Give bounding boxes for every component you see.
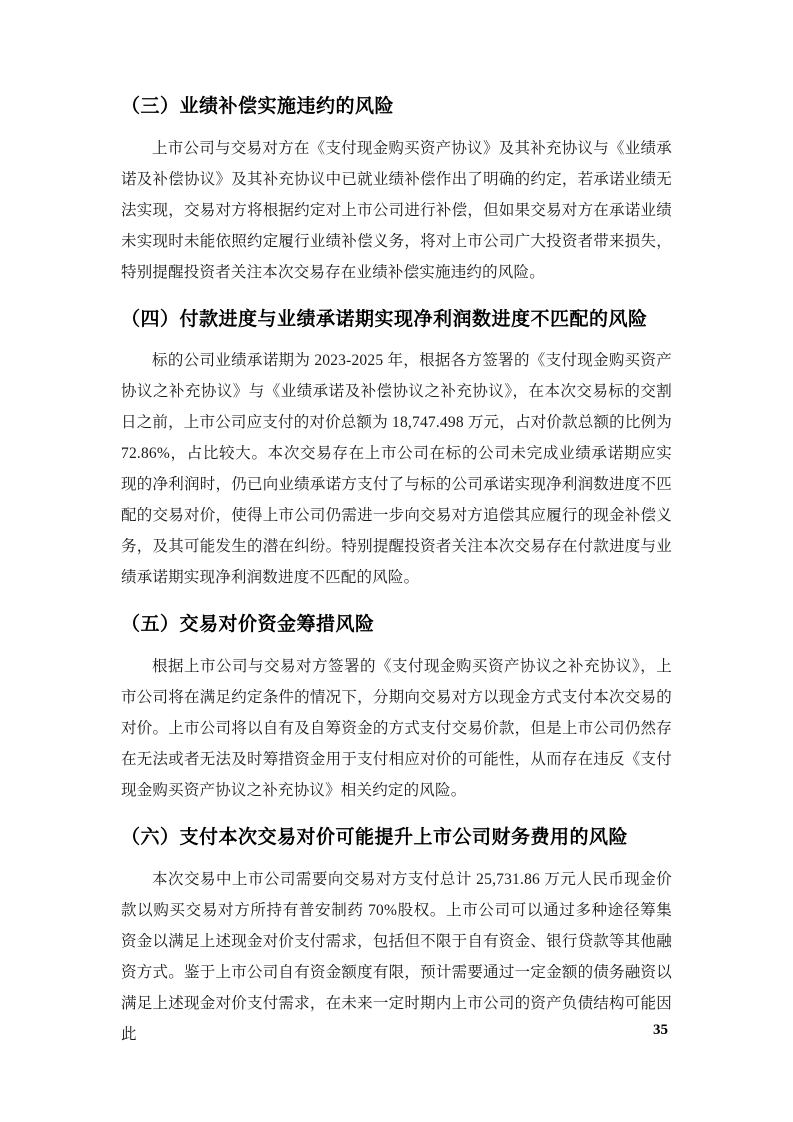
section-heading-3: （三）业绩补偿实施违约的风险 [121,96,395,117]
section-heading-4: （四）付款进度与业绩承诺期实现净利润数进度不匹配的风险 [121,308,648,330]
page-content [121,95,672,1050]
section-3-paragraph: 上市公司与交易对方在《支付现金购买资产协议》及其补充协议与《业绩承诺及补偿协议》及其补充协议中已就业绩补偿作出了明确的约定，若承诺业绩无法实现，交易对方将根据约定对上市公司进行补偿，但如果交易对方在承诺业绩未实现时未能依照约定履行业绩补偿义务，将对上市公司广大投资者带来损失，特别提醒投资者关注本次交易存在业绩补偿实施违约的风险。 [121,139,672,281]
page-number: 35 [653,1022,668,1038]
section-6-paragraph: 本次交易中上市公司需要向交易对方支付总计 25,731.86 万元人民币现金价款以购买交易对方所持有普安制药 70%股权。上市公司可以通过多种途径筹集资金以满足上述现金对价支付需求，包括但不限于自有资金、银行贷款等其他融资方式。鉴于上市公司自有资金额度有限，预计需要通过一定金额的债务融资以满足上述现金对价支付需求，在未来一定时期内上市公司的资产负债结构可能因此 [121,870,672,1043]
section-heading-5: （五）交易对价资金筹措风险 [121,614,375,636]
section-5-paragraph: 根据上市公司与交易对方签署的《支付现金购买资产协议之补充协议》，上市公司将在满足约定条件的情况下，分期向交易对方以现金方式支付本次交易的对价。上市公司将以自有及自筹资金的方式支付交易价款，但是上市公司仍然存在无法或者无法及时筹措资金用于支付相应对价的可能性，从而存在违反《支付现金购买资产协议之补充协议》相关约定的风险。 [121,658,672,800]
section-4-paragraph: 标的公司业绩承诺期为 2023-2025 年，根据各方签署的《支付现金购买资产协议之补充协议》与《业绩承诺及补偿协议之补充协议》，在本次交易标的交割日之前，上市公司应支付的对价总额为 18,747.498 万元，占对价款总额的比例为 72.86%，占比较大。本次交易存在上市公司在标的公司未完成业绩承诺期应实现的净利润时，仍已向业绩承诺方支付了与标的公司承诺实现净利润数进度不匹配的交易对价，使得上市公司仍需进一步向交易对方追偿其应履行的现金补偿义务，及其可能发生的潜在纠纷。特别提醒投资者关注本次交易存在付款进度与业绩承诺期实现净利润数进度不匹配的风险。 [121,352,672,587]
section-heading-6: （六）支付本次交易对价可能提升上市公司财务费用的风险 [121,827,629,849]
